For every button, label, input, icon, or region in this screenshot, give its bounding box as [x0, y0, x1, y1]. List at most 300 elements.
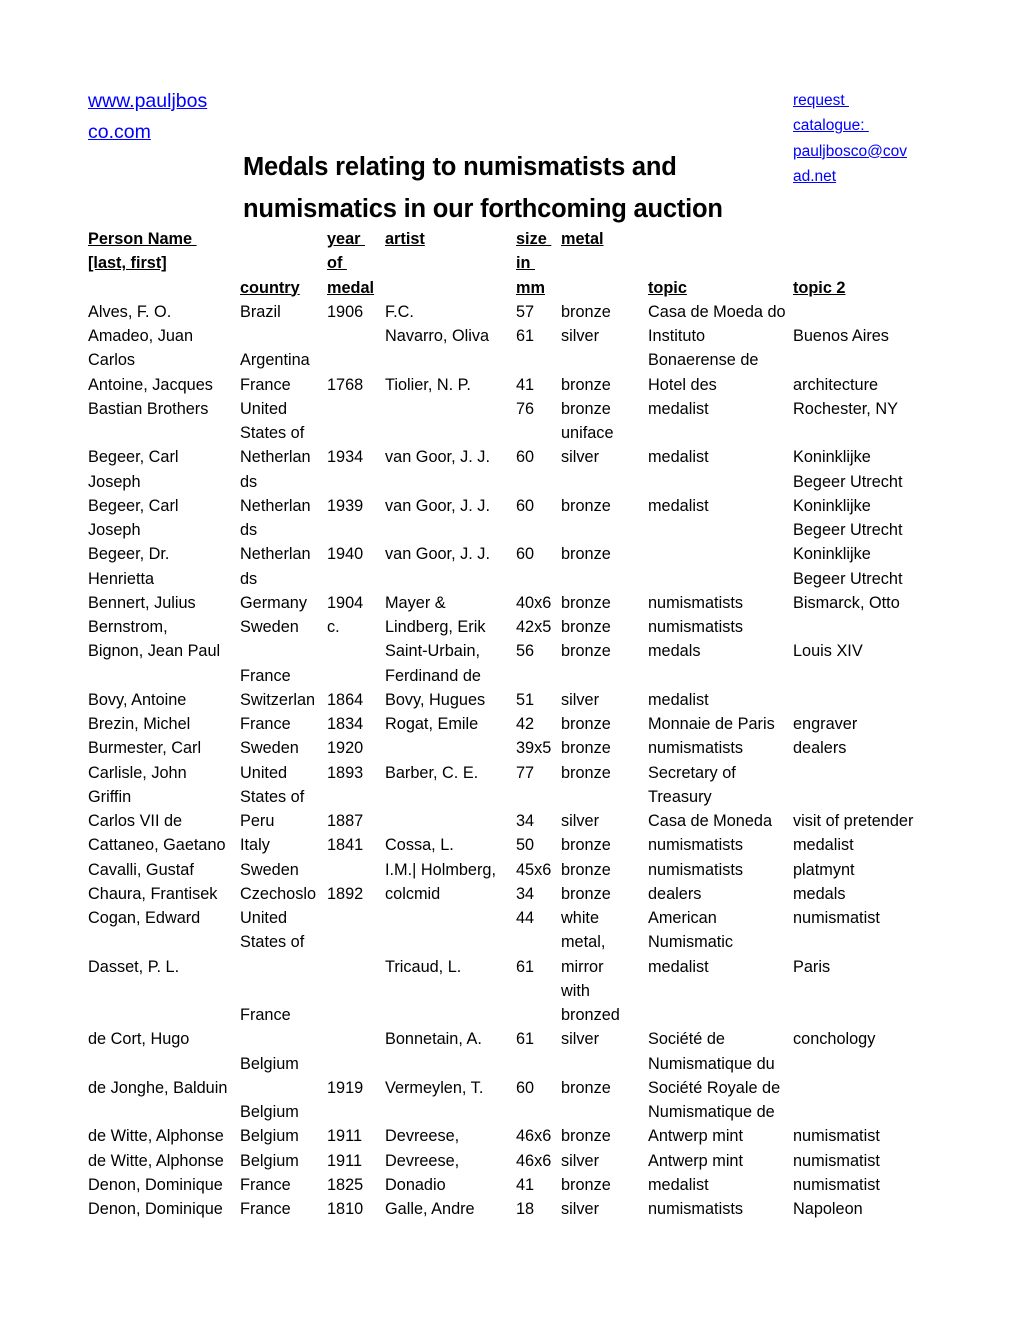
table-cell-text: bronze: [561, 1127, 611, 1146]
table-cell: [516, 1027, 561, 1051]
table-cell-text: ds: [240, 472, 258, 491]
table-cell: [385, 518, 516, 542]
table-line: [88, 373, 968, 397]
table-cell-text: Louis XIV: [793, 642, 863, 661]
table-cell: [385, 373, 516, 397]
table-cell: [516, 736, 561, 760]
table-cell: [88, 470, 240, 494]
table-cell: [648, 518, 793, 542]
table-cell-text: medals: [793, 884, 846, 903]
table-cell-text: Begeer Utrecht: [793, 569, 903, 588]
table-cell-text: Belgium: [240, 1103, 299, 1121]
table-row: [88, 688, 968, 712]
header-cell-text: size: [516, 230, 552, 248]
table-cell-text: Sweden: [240, 618, 299, 636]
request-catalogue-line-4: ad.net: [793, 167, 837, 185]
table-cell: [516, 1197, 561, 1221]
header-cell: [793, 276, 968, 300]
header-cell: [561, 227, 648, 251]
table-cell-text: 1939: [327, 496, 364, 515]
table-cell: [793, 736, 968, 760]
table-cell: [385, 979, 516, 1003]
table-cell: [240, 785, 327, 809]
header-cell: [240, 276, 327, 300]
table-cell-text: numismatists: [648, 739, 743, 758]
table-cell-text: bronze: [561, 593, 611, 612]
table-cell: [327, 809, 385, 833]
table-cell: [385, 1124, 516, 1148]
table-line: [88, 518, 968, 542]
table-cell-text: bronze: [561, 496, 611, 515]
table-cell: [240, 1027, 327, 1051]
table-cell: [793, 567, 968, 591]
table-cell-text: United: [240, 909, 288, 927]
table-cell: [327, 1173, 385, 1197]
table-cell: [793, 906, 968, 930]
table-cell: [88, 688, 240, 712]
table-header-line: [88, 227, 968, 251]
header-cell: [516, 227, 561, 251]
table-cell: [516, 712, 561, 736]
table-cell: [793, 1173, 968, 1197]
table-cell-text: 60: [516, 1078, 535, 1097]
table-cell-text: architecture: [793, 375, 879, 394]
header-cell: [327, 251, 385, 275]
table-cell: [327, 1149, 385, 1173]
table-cell: [88, 833, 240, 857]
table-cell-text: Rochester, NY: [793, 399, 898, 418]
table-cell-text: Société Royale de: [648, 1078, 781, 1097]
table-cell: [327, 664, 385, 688]
table-cell: [648, 930, 793, 954]
table-line: [88, 664, 968, 688]
table-cell-text: dealers: [648, 884, 702, 903]
table-cell: [561, 591, 648, 615]
table-cell-text: medalist: [648, 448, 709, 467]
table-cell: [385, 567, 516, 591]
table-cell-text: 46x6: [516, 1151, 552, 1170]
table-line: [88, 300, 968, 324]
header-cell-text: artist: [385, 230, 425, 248]
table-cell: [648, 736, 793, 760]
table-cell: [648, 639, 793, 663]
table-cell-text: Amadeo, Juan: [88, 327, 193, 345]
table-cell: [327, 906, 385, 930]
table-line: [88, 833, 968, 857]
table-cell: [561, 445, 648, 469]
table-cell-text: Bignon, Jean Paul: [88, 642, 221, 661]
table-cell: [516, 639, 561, 663]
table-cell: [88, 348, 240, 372]
table-cell-text: numismatists: [648, 860, 743, 879]
table-cell: [516, 664, 561, 688]
table-cell-text: medalist: [648, 399, 709, 418]
table-cell: [240, 1197, 327, 1221]
table-cell-text: Buenos Aires: [793, 327, 889, 345]
header-cell-text: [last, first]: [88, 254, 167, 273]
table-cell: [561, 1149, 648, 1173]
table-row: [88, 445, 968, 494]
table-row: [88, 1124, 968, 1148]
table-cell: [561, 664, 648, 688]
table-cell-text: Numismatique du: [648, 1054, 775, 1073]
table-cell: [88, 567, 240, 591]
table-cell-text: bronze: [561, 302, 611, 321]
table-cell-text: Bismarck, Otto: [793, 593, 900, 612]
table-cell-text: Napoleon: [793, 1200, 863, 1218]
table-line: [88, 979, 968, 1003]
table-header-line: [88, 276, 968, 300]
table-cell-text: 77: [516, 763, 535, 782]
table-cell: [561, 858, 648, 882]
table-cell: [648, 761, 793, 785]
table-cell: [240, 906, 327, 930]
table-cell-text: Société de: [648, 1030, 725, 1049]
table-cell: [88, 591, 240, 615]
table-cell-text: Tricaud, L.: [385, 957, 462, 976]
table-cell: [327, 470, 385, 494]
table-cell-text: Begeer, Dr.: [88, 545, 170, 564]
table-cell: [648, 348, 793, 372]
table-cell-text: 34: [516, 884, 535, 903]
table-cell-text: France: [240, 375, 291, 394]
table-cell: [561, 494, 648, 518]
header-cell: [561, 276, 648, 300]
table-cell-text: Treasury: [648, 787, 712, 806]
table-cell: [327, 615, 385, 639]
table-cell: [240, 615, 327, 639]
table-cell: [88, 761, 240, 785]
table-cell-text: France: [240, 666, 291, 685]
table-cell: [648, 470, 793, 494]
table-cell-text: medalist: [648, 690, 709, 709]
table-cell: [240, 373, 327, 397]
table-cell-text: Peru: [240, 812, 275, 830]
table-cell: [561, 421, 648, 445]
header-cell: [88, 276, 240, 300]
table-cell: [516, 833, 561, 857]
table-cell-text: 44: [516, 909, 535, 927]
header-cell: [240, 251, 327, 275]
table-cell-text: bronze: [561, 836, 611, 855]
table-cell-text: silver: [561, 327, 599, 345]
header-cell: [88, 227, 240, 251]
table-cell-text: Belgium: [240, 1127, 299, 1146]
table-cell: [516, 1124, 561, 1148]
table-line: [88, 785, 968, 809]
table-cell-text: 34: [516, 812, 535, 830]
table-cell: [516, 809, 561, 833]
table-cell: [88, 373, 240, 397]
header-cell: [561, 251, 648, 275]
table-cell-text: van Goor, J. J.: [385, 496, 490, 515]
table-cell-text: silver: [561, 1030, 599, 1049]
table-cell: [385, 1052, 516, 1076]
table-cell-text: Cossa, L.: [385, 836, 454, 855]
table-cell-text: Galle, Andre: [385, 1200, 475, 1218]
table-cell: [88, 1003, 240, 1027]
table-cell-text: Casa de Moeda do: [648, 302, 786, 321]
table-cell: [793, 615, 968, 639]
table-cell: [240, 833, 327, 857]
table-cell: [385, 955, 516, 979]
table-cell: [516, 906, 561, 930]
table-cell: [240, 324, 327, 348]
table-cell: [516, 494, 561, 518]
table-cell-text: F.C.: [385, 302, 414, 321]
table-cell: [648, 1124, 793, 1148]
table-cell: [385, 809, 516, 833]
table-cell: [385, 1003, 516, 1027]
table-cell: [516, 591, 561, 615]
table-cell-text: Burmester, Carl: [88, 739, 202, 758]
table-cell: [327, 1100, 385, 1124]
header-cell: [793, 251, 968, 275]
table-cell-text: Bastian Brothers: [88, 399, 209, 418]
header-cell-text: year: [327, 230, 366, 248]
table-cell-text: Devreese,: [385, 1127, 460, 1146]
table-cell-text: 1911: [327, 1151, 363, 1170]
table-row: [88, 858, 968, 882]
table-cell: [516, 300, 561, 324]
table-cell-text: Carlos: [88, 351, 136, 370]
table-cell: [648, 1076, 793, 1100]
table-cell: [327, 421, 385, 445]
table-cell-text: silver: [561, 1200, 599, 1218]
table-cell-text: Switzerlan: [240, 690, 316, 709]
table-line: [88, 1197, 968, 1221]
table-cell: [385, 1197, 516, 1221]
table-cell: [88, 736, 240, 760]
table-line: [88, 955, 968, 979]
table-cell: [793, 1100, 968, 1124]
table-line: [88, 324, 968, 348]
table-cell-text: engraver: [793, 715, 858, 733]
table-cell: [327, 373, 385, 397]
table-cell-text: 45x6: [516, 860, 552, 879]
table-cell: [648, 1197, 793, 1221]
table-cell: [327, 930, 385, 954]
table-cell-text: metal,: [561, 933, 606, 952]
request-catalogue-link[interactable]: [793, 88, 907, 189]
table-cell: [793, 1124, 968, 1148]
table-line: [88, 567, 968, 591]
header-cell-text: of: [327, 254, 347, 273]
table-cell: [561, 470, 648, 494]
table-cell: [240, 470, 327, 494]
table-cell-text: Numismatic: [648, 933, 734, 952]
table-cell: [516, 348, 561, 372]
table-cell-text: United: [240, 763, 288, 782]
table-cell-text: 1934: [327, 448, 364, 467]
table-cell: [88, 664, 240, 688]
table-line: [88, 591, 968, 615]
table-cell: [793, 833, 968, 857]
table-cell: [327, 397, 385, 421]
table-line: [88, 882, 968, 906]
table-cell-text: France: [240, 715, 291, 733]
table-cell: [327, 1003, 385, 1027]
table-cell: [793, 1027, 968, 1051]
table-cell: [385, 858, 516, 882]
table-cell: [561, 567, 648, 591]
table-cell: [516, 567, 561, 591]
table-cell-text: Bonaerense de: [648, 351, 759, 370]
header-cell: [327, 276, 385, 300]
table-cell: [327, 542, 385, 566]
table-cell: [240, 567, 327, 591]
table-cell: [648, 1027, 793, 1051]
table-cell-text: colcmid: [385, 884, 441, 903]
table-cell-text: Bovy, Antoine: [88, 690, 187, 709]
table-cell: [385, 906, 516, 930]
table-cell-text: white: [561, 909, 600, 927]
table-cell: [240, 712, 327, 736]
table-row: [88, 639, 968, 688]
table-cell-text: Cogan, Edward: [88, 909, 201, 927]
table-cell: [327, 1076, 385, 1100]
table-cell: [385, 761, 516, 785]
table-cell-text: Joseph: [88, 472, 141, 491]
header-cell: [516, 251, 561, 275]
table-cell: [385, 445, 516, 469]
table-cell: [793, 688, 968, 712]
table-cell: [561, 1027, 648, 1051]
table-line: [88, 761, 968, 785]
table-cell: [793, 882, 968, 906]
table-cell-text: States of: [240, 424, 305, 442]
header-cell: [793, 227, 968, 251]
table-cell-text: Bennert, Julius: [88, 593, 196, 612]
table-cell-text: Mayer &: [385, 593, 446, 612]
table-cell-text: Begeer, Carl: [88, 448, 179, 467]
table-cell: [648, 615, 793, 639]
header-cell-text: Person Name: [88, 230, 197, 248]
table-cell: [561, 1173, 648, 1197]
table-cell-text: ds: [240, 569, 258, 588]
table-cell: [385, 615, 516, 639]
table-cell-text: Hotel des: [648, 375, 717, 394]
table-cell: [561, 518, 648, 542]
table-cell: [385, 1173, 516, 1197]
table-cell: [88, 906, 240, 930]
table-cell: [793, 397, 968, 421]
table-cell: [516, 858, 561, 882]
table-cell: [516, 1149, 561, 1173]
table-line: [88, 930, 968, 954]
header-cell: [648, 276, 793, 300]
table-line: [88, 1076, 968, 1100]
table-cell-text: Bernstrom,: [88, 618, 168, 636]
header-cell-text: mm: [516, 278, 545, 297]
table-cell: [327, 300, 385, 324]
header-cell: [385, 227, 516, 251]
table-cell: [793, 858, 968, 882]
site-url-line-2: co.com: [88, 121, 151, 143]
table-row: [88, 1197, 968, 1221]
table-cell: [240, 300, 327, 324]
table-cell-text: 1892: [327, 884, 364, 903]
table-cell: [385, 324, 516, 348]
table-cell-text: Italy: [240, 836, 270, 855]
table-cell: [793, 955, 968, 979]
site-url-link[interactable]: [88, 86, 207, 148]
table-cell: [240, 1149, 327, 1173]
table-cell: [516, 445, 561, 469]
table-cell: [240, 494, 327, 518]
table-cell-text: c.: [327, 618, 340, 636]
header-cell-text: country: [240, 278, 300, 297]
table-cell: [648, 1100, 793, 1124]
table-cell-text: 60: [516, 545, 535, 564]
table-cell-text: Brazil: [240, 302, 281, 321]
table-cell: [561, 736, 648, 760]
table-cell-text: Joseph: [88, 521, 141, 539]
table-cell: [327, 567, 385, 591]
table-cell: [385, 397, 516, 421]
table-cell-text: France: [240, 1006, 291, 1024]
table-cell: [561, 979, 648, 1003]
table-cell: [385, 591, 516, 615]
table-cell: [88, 518, 240, 542]
table-cell: [327, 882, 385, 906]
table-cell: [561, 785, 648, 809]
table-cell-text: Carlos VII de: [88, 812, 183, 830]
table-cell-text: 61: [516, 327, 535, 345]
table-cell-text: Henrietta: [88, 569, 155, 588]
table-cell: [516, 397, 561, 421]
table-cell-text: silver: [561, 1151, 599, 1170]
table-cell: [793, 1076, 968, 1100]
table-cell: [793, 664, 968, 688]
table-cell: [561, 397, 648, 421]
table-cell: [648, 785, 793, 809]
table-cell: [327, 518, 385, 542]
table-cell: [385, 1149, 516, 1173]
table-cell: [561, 688, 648, 712]
table-cell: [516, 470, 561, 494]
table-cell-text: Sweden: [240, 739, 299, 758]
table-cell: [561, 1076, 648, 1100]
table-cell: [385, 348, 516, 372]
table-line: [88, 1003, 968, 1027]
table-cell: [516, 930, 561, 954]
table-row: [88, 761, 968, 810]
table-cell-text: Antwerp mint: [648, 1151, 744, 1170]
table-cell: [516, 1076, 561, 1100]
table-cell: [516, 761, 561, 785]
table-cell-text: 1920: [327, 739, 364, 758]
table-cell-text: platmynt: [793, 860, 855, 879]
table-cell-text: bronze: [561, 375, 611, 394]
table-cell: [240, 761, 327, 785]
table-row: [88, 397, 968, 446]
table-cell: [327, 591, 385, 615]
table-cell: [240, 542, 327, 566]
table-cell: [327, 348, 385, 372]
table-cell: [88, 639, 240, 663]
table-cell: [793, 809, 968, 833]
table-row: [88, 1027, 968, 1076]
table-cell: [240, 736, 327, 760]
header-cell-text: topic: [648, 278, 687, 297]
table-cell-text: bronze: [561, 618, 611, 636]
table-cell: [516, 615, 561, 639]
header-cell-text: topic 2: [793, 278, 846, 297]
table-cell: [88, 494, 240, 518]
table-cell: [240, 639, 327, 663]
table-cell-text: 40x6: [516, 593, 552, 612]
